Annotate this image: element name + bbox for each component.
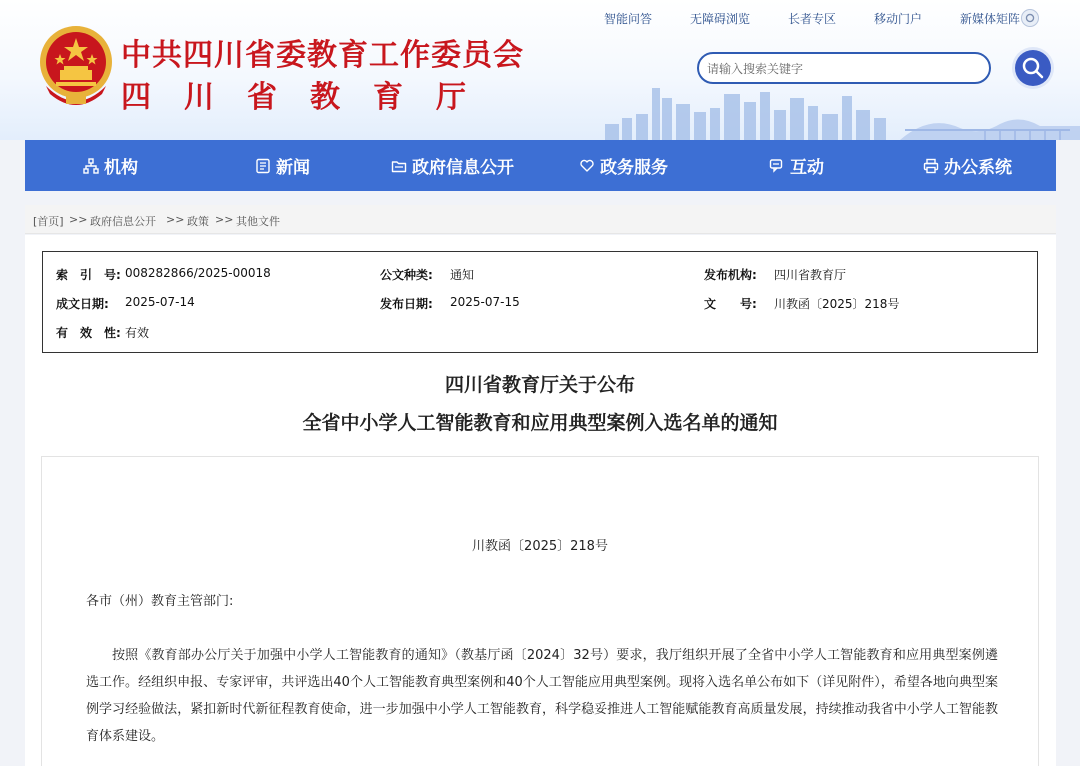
written-date-value: 2025-07-14 [125,295,195,309]
document-metadata [42,251,1038,353]
validity-value: 有效 [125,326,150,340]
nav-label: 政府信息公开 [412,158,514,178]
top-link-elderly[interactable]: 长者专区 [788,12,837,26]
published-date-value: 2025-07-15 [450,295,520,309]
nav-label: 政务服务 [600,158,668,178]
doc-number-label: 文 号: [704,297,757,311]
article-doc-number: 川教函〔2025〕218号 [472,539,608,554]
article-title-line1: 四川省教育厅关于公布 [444,374,635,396]
top-link-mobile-portal[interactable]: 移动门户 [874,12,923,26]
validity-label: 有 效 性: [56,326,121,340]
folder-icon [391,158,407,174]
nav-item-gov-info[interactable] [391,140,514,191]
search-input[interactable] [707,59,977,79]
nav-item-institutions[interactable] [83,140,138,191]
published-date-label: 发布日期: [380,297,433,311]
breadcrumb-gov-info[interactable]: 政府信息公开 [90,215,156,228]
nav-item-office-system[interactable] [923,140,1012,191]
doc-type-label: 公文种类: [380,268,433,282]
index-value: 008282866/2025-00018 [125,266,271,280]
doc-number-value: 川教函〔2025〕218号 [774,297,900,311]
top-links [590,10,1080,30]
top-link-accessibility[interactable]: 无障碍浏览 [690,12,751,26]
heart-hand-icon [579,158,595,174]
newspaper-icon [255,158,271,174]
chat-icon [769,158,785,174]
breadcrumb-separator: >> [215,213,234,226]
breadcrumb-policy[interactable]: 政策 [187,215,209,228]
breadcrumb-separator: >> [166,213,185,226]
breadcrumb-other-docs[interactable]: 其他文件 [236,215,280,228]
publisher-value: 四川省教育厅 [774,268,847,282]
search-button[interactable] [1015,50,1051,86]
nav-label: 新闻 [276,158,310,178]
breadcrumb [25,205,1056,234]
doc-type-value: 通知 [450,268,475,282]
search-icon [1015,50,1051,86]
written-date-label: 成文日期: [56,297,109,311]
nav-item-news[interactable] [255,140,310,191]
publisher-label: 发布机构: [704,268,757,282]
top-link-smart-qa[interactable]: 智能问答 [604,12,653,26]
top-link-new-media[interactable]: 新媒体矩阵 [960,12,1021,26]
nav-item-gov-services[interactable] [579,140,668,191]
city-skyline-image [600,84,1080,140]
site-header [0,0,1080,140]
printer-icon [923,158,939,174]
main-nav [25,140,1056,191]
search-box [697,52,991,84]
index-label: 索 引 号: [56,268,121,282]
breadcrumb-separator: >> [69,213,88,226]
nav-item-interaction[interactable] [769,140,824,191]
org-chart-icon [83,158,99,174]
article-title-line2: 全省中小学人工智能教育和应用典型案例入选名单的通知 [302,412,778,434]
site-title-department: 四川省教育厅 [121,80,499,115]
nav-label: 互动 [790,158,824,178]
national-emblem-icon [36,24,116,110]
new-media-icon[interactable] [1021,9,1039,27]
nav-label: 机构 [104,158,138,178]
nav-label: 办公系统 [944,158,1012,178]
article-addressee: 各市（州）教育主管部门: [86,594,234,609]
article-paragraph: 按照《教育部办公厅关于加强中小学人工智能教育的通知》（教基厅函〔2024〕32号）要求，我厅组织开展了全省中小学人工智能教育和应用典型案例遴选工作。经组织申报、专家评审，共评选出40个人工智能教育典型案例和40个人工智能应用典型案例。现将入选名单公布如下（详见附件），希望各地向典型案例学习经验做法，紧扣新时代新征程教育使命，进一步加强中小学人工智能教育，科学稳妥推进人工智能赋能教育高质量发展，持续推动我省中小学人工智能教育体系建设。 [86,648,998,744]
site-title-committee: 中共四川省委教育工作委员会 [121,38,524,73]
breadcrumb-home[interactable]: [首页] [33,215,64,228]
